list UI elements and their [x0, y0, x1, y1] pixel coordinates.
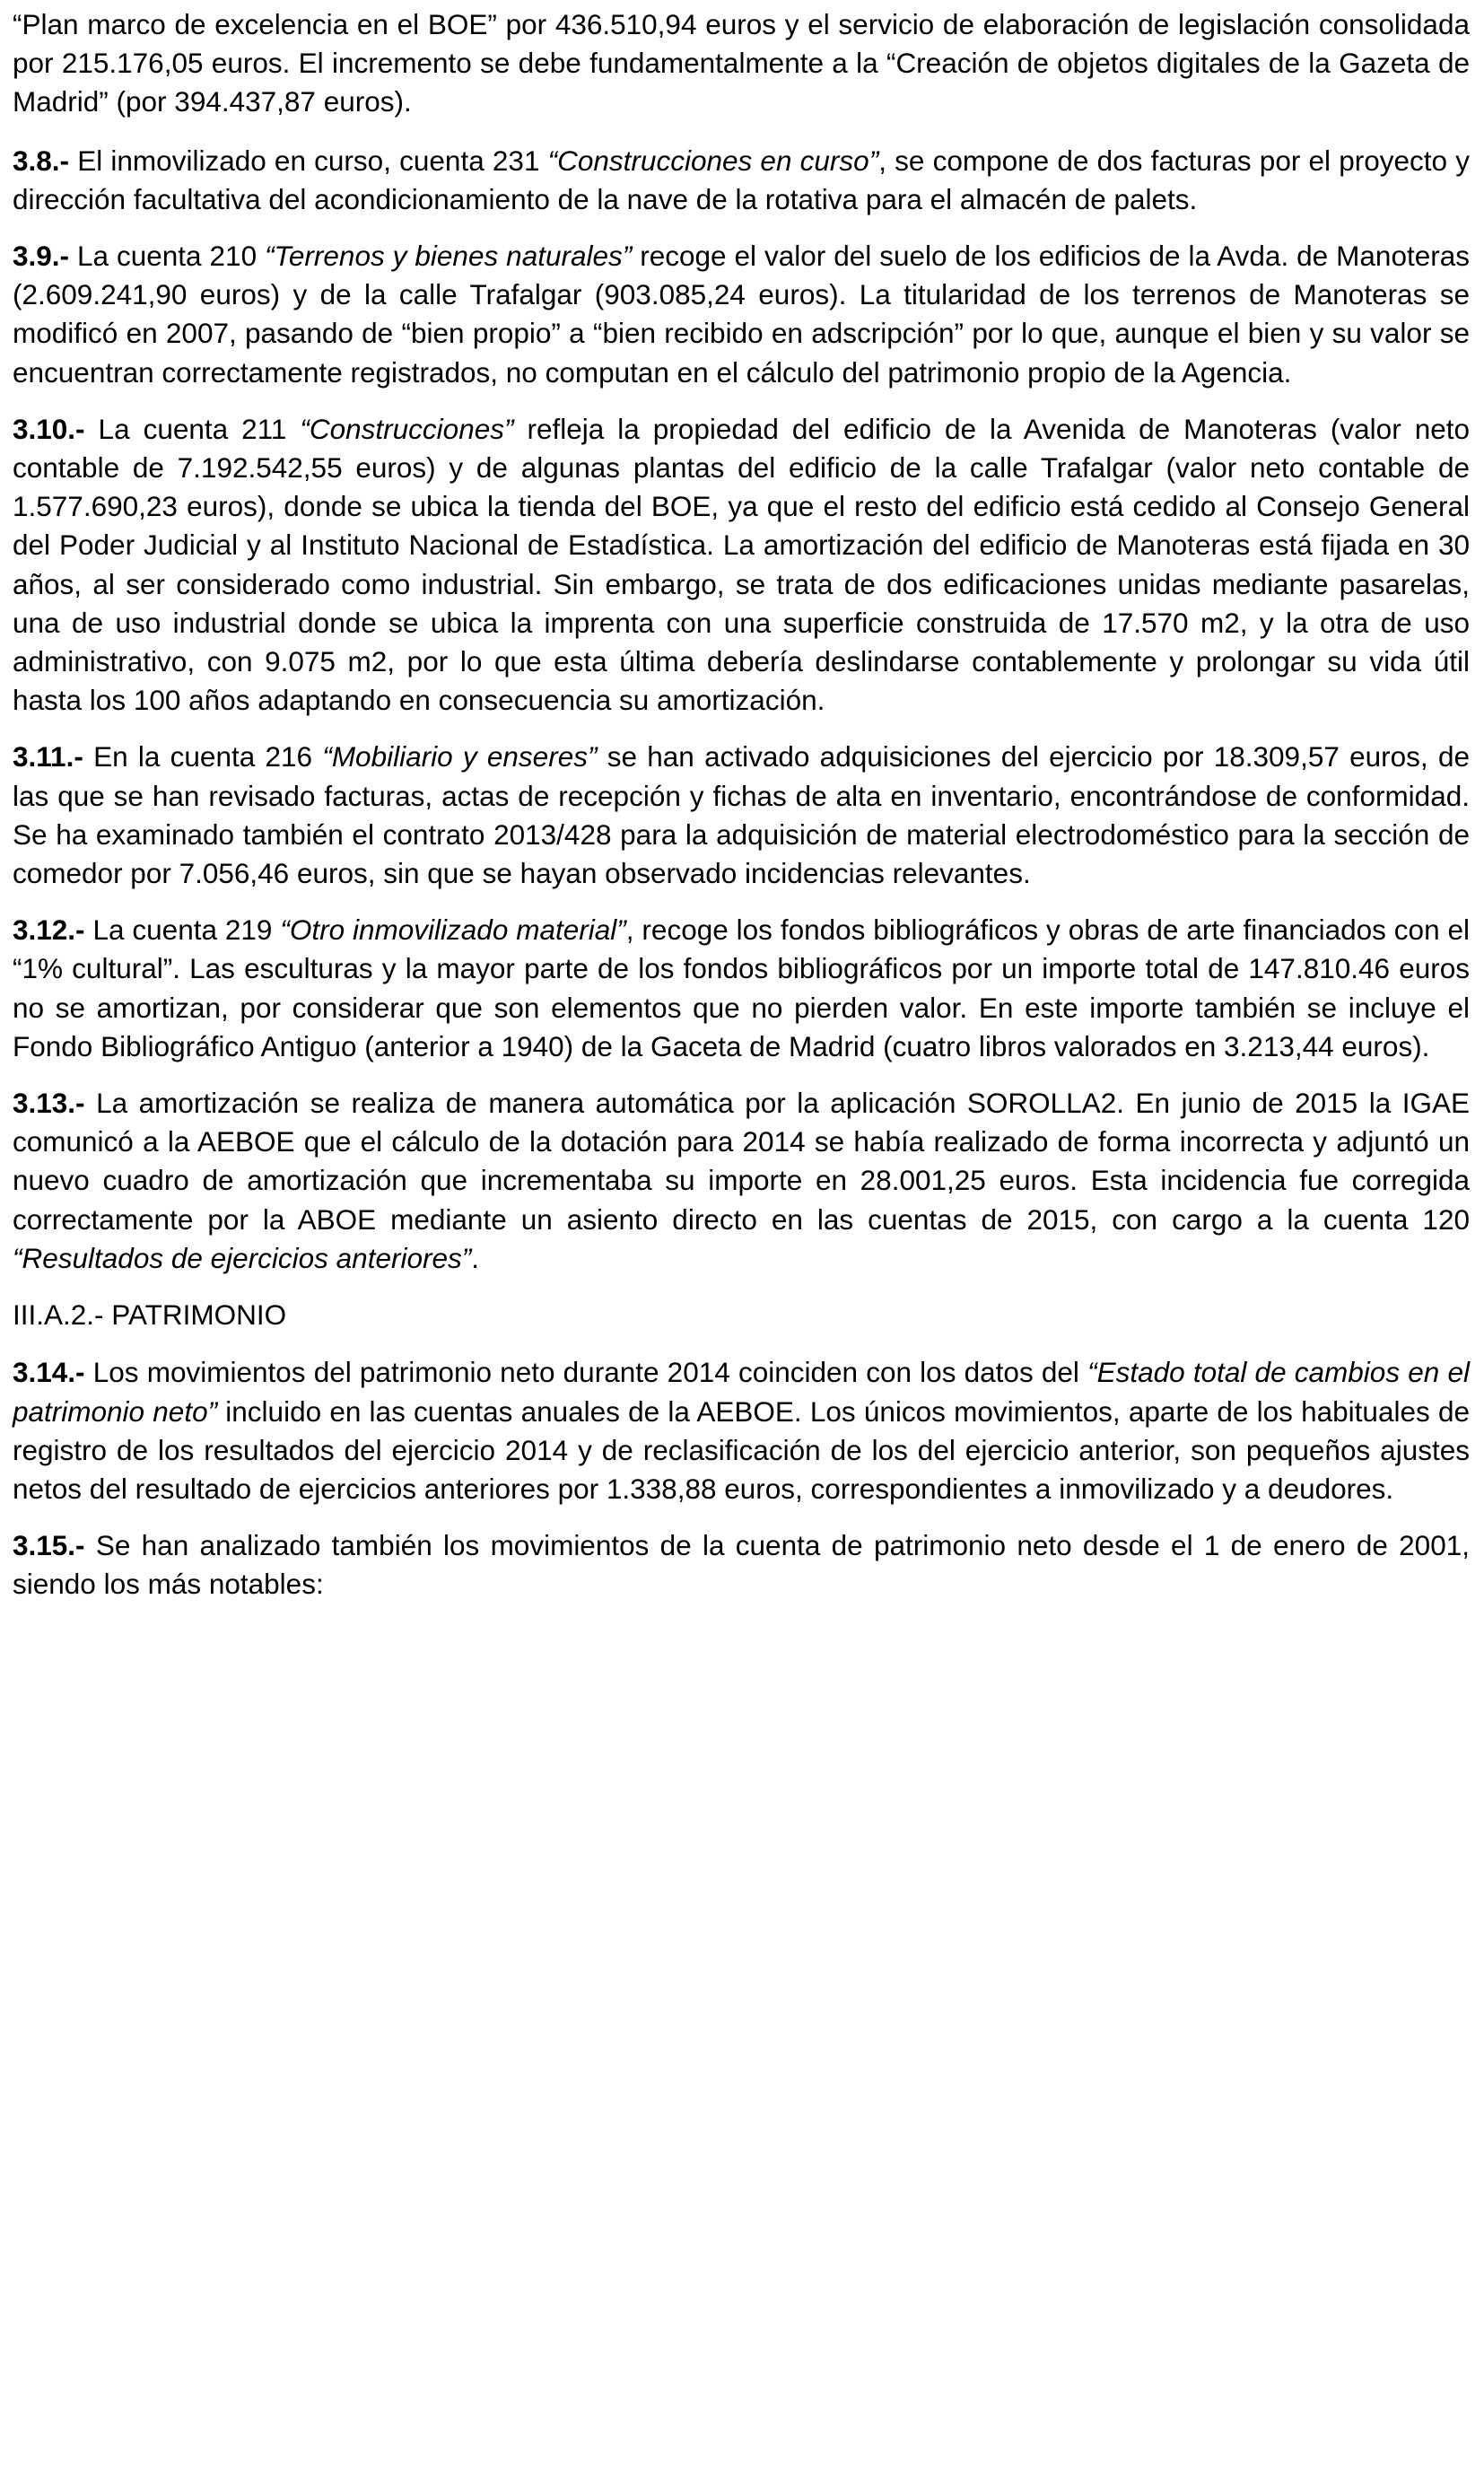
paragraph-text: En la cuenta 216: [83, 740, 323, 774]
paragraph-text: .: [471, 1241, 479, 1274]
section-heading: III.A.2.- PATRIMONIO: [13, 1298, 287, 1332]
paragraph-number: 3.15.-: [13, 1529, 85, 1562]
account-name: “Construcciones”: [300, 412, 514, 445]
paragraph-text: “Plan marco de excelencia en el BOE” por 436.510,94 euros y el servicio de elaboración de legislación consolidada por 215.176,05 euros. El incremento se debe fundamentalmente a la “Creación de objetos digitales de la Gazeta de Madrid” (por 394.437,87 euros).: [13, 8, 1470, 118]
paragraph-3-11: [13, 738, 1470, 893]
paragraph-number: 3.10.-: [13, 412, 85, 445]
paragraph-number: 3.11.-: [13, 740, 83, 774]
paragraph-3-14: [13, 1353, 1470, 1508]
paragraph-text: Los movimientos del patrimonio neto durante 2014 coinciden con los datos del: [84, 1356, 1088, 1389]
paragraph-intro: [13, 5, 1470, 122]
paragraph-3-9: [13, 237, 1470, 392]
paragraph-3-10: [13, 410, 1470, 721]
paragraph-number: 3.8.-: [13, 144, 70, 177]
paragraph-text: , se compone de dos facturas por el proyecto y dirección facultativa del acondicionamiento de la nave de la rotativa para el almacén de palets.: [13, 144, 1470, 215]
account-name: “Otro inmovilizado material”: [280, 913, 626, 947]
paragraph-text: La amortización se realiza de manera automática por la aplicación SOROLLA2. En junio de 2015 la IGAE comunicó a la AEBOE que el cálculo de la dotación para 2014 se había realizado de forma incorrecta y adjuntó un nuevo cuadro de amortización que incrementaba su importe en 28.001,25 euros. Esta incidencia fue corregida correctamente por la ABOE mediante un asiento directo en las cuentas de 2015, con cargo a la cuenta 120: [13, 1087, 1470, 1236]
paragraph-text: Se han analizado también los movimientos de la cuenta de patrimonio neto desde el 1 de enero de 2001, siendo los más notables:: [13, 1529, 1470, 1601]
paragraph-3-8: [13, 142, 1470, 219]
paragraph-3-12: [13, 911, 1470, 1066]
paragraph-3-15: [13, 1526, 1470, 1604]
paragraph-number: 3.9.-: [13, 240, 70, 273]
paragraph-text: El inmovilizado en curso, cuenta 231: [69, 144, 548, 177]
paragraph-text: incluido en las cuentas anuales de la AEBOE. Los únicos movimientos, aparte de los habituales de registro de los resultados del ejercicio 2014 y de reclasificación de los del ejercicio anterior, son pequeños ajustes netos del resultado de ejercicios anteriores por 1.338,88 euros, correspondientes a inmovilizado y a deudores.: [13, 1394, 1470, 1505]
paragraph-number: 3.14.-: [13, 1356, 85, 1389]
account-name: “Construcciones en curso”: [547, 144, 879, 177]
document-page: [13, 5, 1470, 1622]
paragraph-3-13: [13, 1084, 1470, 1278]
paragraph-text: se han activado adquisiciones del ejercicio por 18.309,57 euros, de las que se han revisado facturas, actas de recepción y fichas de alta en inventario, encontrándose de conformidad. Se ha examinado también el contrato 2013/428 para la adquisición de material electrodoméstico para la sección de comedor por 7.056,46 euros, sin que se hayan observado incidencias relevantes.: [13, 740, 1470, 890]
account-name: “Terrenos y bienes naturales”: [265, 240, 633, 273]
paragraph-text: La cuenta 210: [69, 240, 266, 273]
paragraph-number: 3.13.-: [13, 1087, 85, 1120]
paragraph-text: La cuenta 211: [84, 412, 301, 445]
paragraph-text: , recoge los fondos bibliográficos y obras de arte financiados con el “1% cultural”. Las esculturas y la mayor parte de los fondos bibliográficos por un importe total de 147.810.46 euros no se amortizan, por considerar que son elementos que no pierden valor. En este importe también se incluye el Fondo Bibliográfico Antiguo (anterior a 1940) de la Gaceta de Madrid (cuatro libros valorados en 3.213,44 euros).: [13, 913, 1471, 1062]
account-name: “Mobiliario y enseres”: [322, 740, 598, 774]
paragraph-text: recoge el valor del suelo de los edificios de la Avda. de Manoteras (2.609.241,90 euros) y de la calle Trafalgar (903.085,24 euros). La titularidad de los terrenos de Manoteras se modificó en 2007, pasando de “bien propio” a “bien recibido en adscripción” por lo que, aunque el bien y su valor se encuentran correctamente registrados, no computan en el cálculo del patrimonio propio de la Agencia.: [13, 240, 1470, 389]
paragraph-text: refleja la propiedad del edificio de la Avenida de Manoteras (valor neto contable de 7.192.542,55 euros) y de algunas plantas del edificio de la calle Trafalgar (valor neto contable de 1.577.690,23 euros), donde se ubica la tienda del BOE, ya que el resto del edificio está cedido al Consejo General del Poder Judicial y al Instituto Nacional de Estadística. La amortización del edificio de Manoteras está fijada en 30 años, al ser considerado como industrial. Sin embargo, se trata de dos edificaciones unidas mediante pasarelas, una de uso industrial donde se ubica la imprenta con una superficie construida de 17.570 m2, y la otra de uso administrativo, con 9.075 m2, por lo que esta última debería deslindarse contablemente y prolongar su vida útil hasta los 100 años adaptando en consecuencia su amortización.: [13, 412, 1470, 717]
paragraph-number: 3.12.-: [13, 913, 85, 947]
statement-name: “Estado total de cambios en el patrimonio neto”: [13, 1356, 1470, 1428]
paragraph-text: La cuenta 219: [84, 913, 281, 947]
account-name: “Resultados de ejercicios anteriores”: [13, 1241, 472, 1274]
